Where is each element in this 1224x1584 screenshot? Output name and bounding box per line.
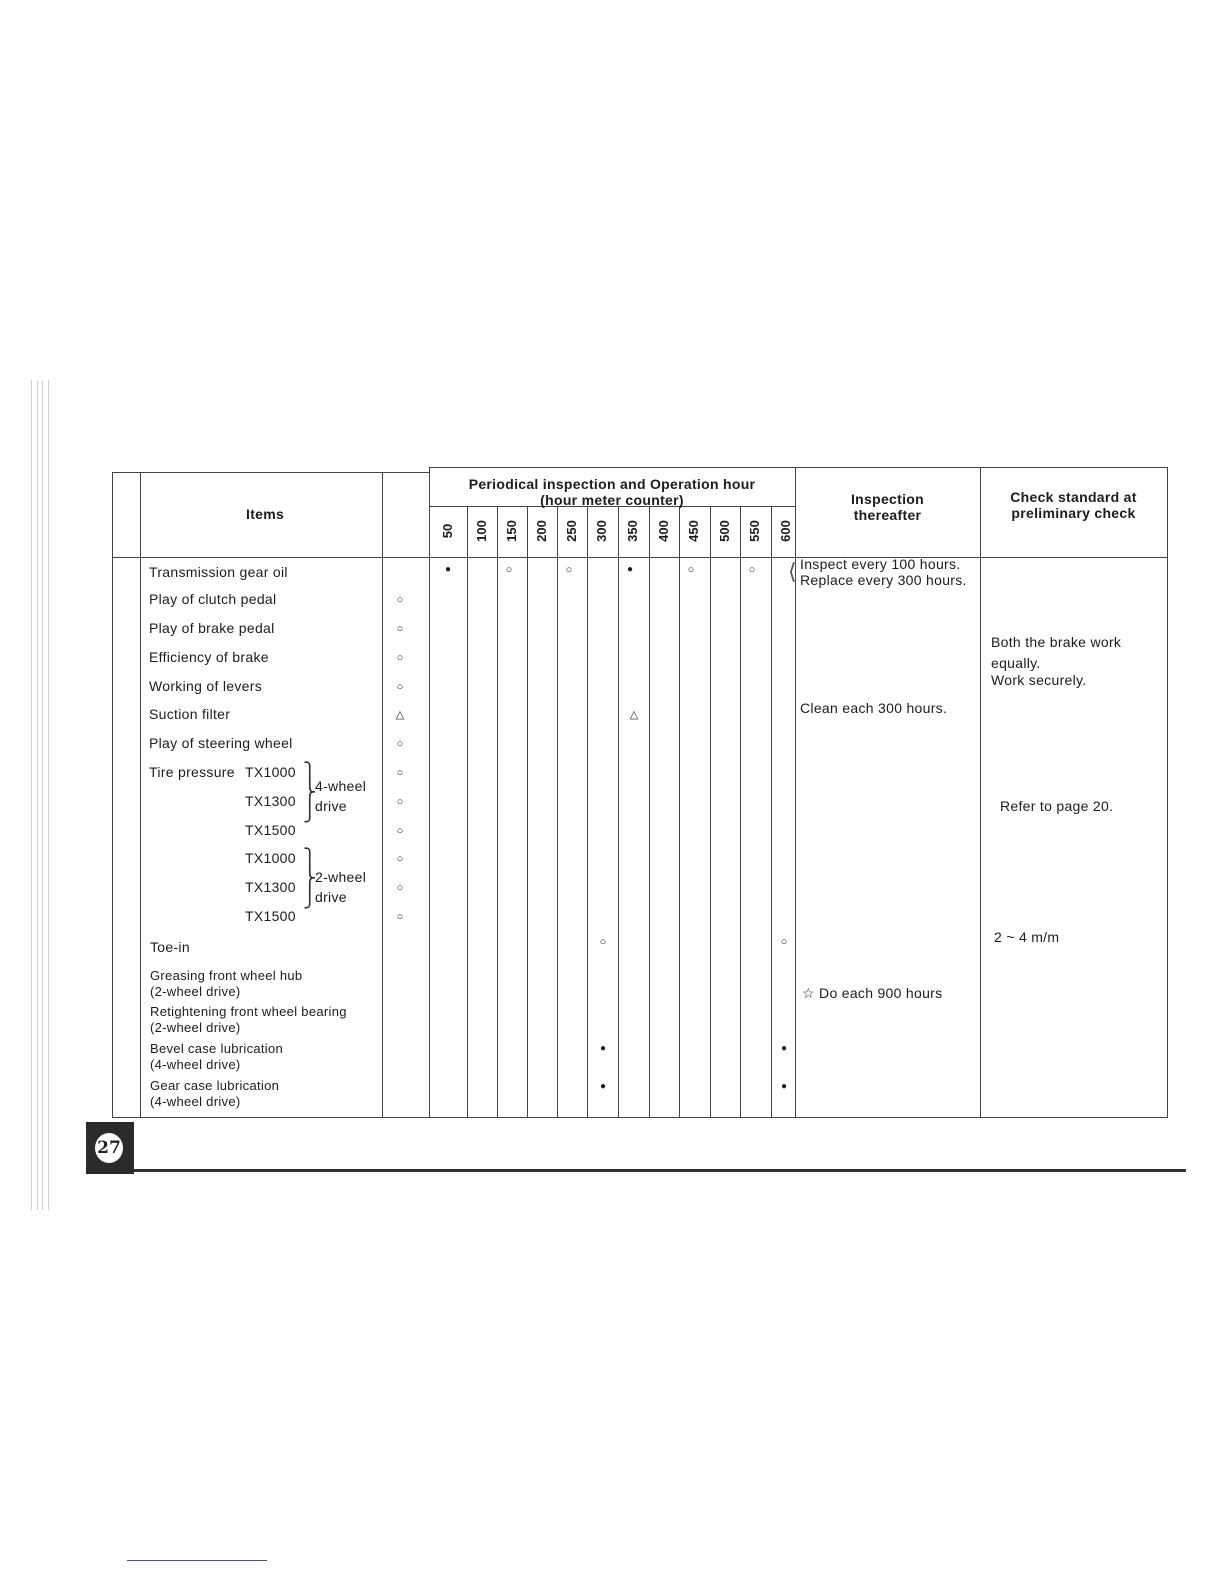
two-wheel-label-1: 2-wheel <box>315 869 367 885</box>
footer-rule <box>134 1169 1186 1172</box>
item-tire-pressure: Tire pressure <box>149 764 235 780</box>
mark-tx1300-4wd-prelim: ○ <box>396 796 404 808</box>
mark-transmission-150: ○ <box>505 564 513 576</box>
mark-tx1300-2wd-prelim: ○ <box>396 882 404 894</box>
inspection-thereafter-header-line2: thereafter <box>853 507 922 523</box>
mark-clutch-prelim: ○ <box>396 594 404 606</box>
std-brake-work-2: equally. <box>991 655 1041 671</box>
mark-suction-prelim: △ <box>395 709 405 721</box>
item-efficiency-of-brake: Efficiency of brake <box>149 649 269 665</box>
std-refer-page-20: Refer to page 20. <box>1000 798 1114 814</box>
mark-tx1500-4wd-prelim: ○ <box>396 825 404 837</box>
hour-50: 50 <box>440 523 455 539</box>
item-gear-case-4wd: (4-wheel drive) <box>150 1094 241 1109</box>
note-inspect-100: Inspect every 100 hours. <box>800 556 961 572</box>
item-gear-case-lubrication: Gear case lubrication <box>150 1078 280 1093</box>
item-retightening-front-wheel-bearing: Retightening front wheel bearing <box>150 1004 347 1019</box>
item-play-of-steering-wheel: Play of steering wheel <box>149 735 293 751</box>
mark-suction-350: △ <box>629 709 639 721</box>
hour-150: 150 <box>504 520 519 542</box>
periodical-header-line2: (hour meter counter) <box>540 492 684 508</box>
model-tx1500-4wd: TX1500 <box>245 822 296 838</box>
note-replace-300: Replace every 300 hours. <box>800 572 967 588</box>
item-play-of-clutch-pedal: Play of clutch pedal <box>149 591 277 607</box>
std-toe-in: 2 ~ 4 m/m <box>994 929 1060 945</box>
std-brake-work-1: Both the brake work <box>991 634 1122 650</box>
mark-tx1000-2wd-prelim: ○ <box>396 853 404 865</box>
mark-transmission-250: ○ <box>565 564 573 576</box>
maintenance-table <box>112 463 1168 1118</box>
item-toe-in: Toe-in <box>150 939 190 955</box>
mark-brake-eff-prelim: ○ <box>396 652 404 664</box>
brace-2wd-group: ⎫ ⎬ ⎭ <box>303 848 317 909</box>
check-standard-header-line1: Check standard at <box>1010 489 1137 505</box>
item-working-of-levers: Working of levers <box>149 678 262 694</box>
hour-350: 350 <box>625 520 640 542</box>
note-brace: ⟨ <box>788 559 797 584</box>
page-number-badge <box>86 1122 134 1174</box>
hour-550: 550 <box>747 520 762 542</box>
model-tx1000-4wd: TX1000 <box>245 764 296 780</box>
model-tx1500-2wd: TX1500 <box>245 908 296 924</box>
scan-edge-artifact <box>28 380 54 1210</box>
page-number: 27 <box>95 1133 123 1163</box>
mark-bevel-600: ● <box>780 1043 788 1054</box>
mark-transmission-350: ● <box>626 564 634 575</box>
mark-bevel-300: ● <box>599 1043 607 1054</box>
item-greasing-front-wheel-hub: Greasing front wheel hub <box>150 968 303 983</box>
hour-450: 450 <box>686 520 701 542</box>
mark-tx1000-4wd-prelim: ○ <box>396 767 404 779</box>
item-suction-filter: Suction filter <box>149 706 231 722</box>
note-clean-300: Clean each 300 hours. <box>800 700 948 716</box>
bottom-rule <box>127 1560 267 1561</box>
periodical-header-line1: Periodical inspection and Operation hour <box>468 476 756 492</box>
mark-levers-prelim: ○ <box>396 681 404 693</box>
mark-steering-prelim: ○ <box>396 738 404 750</box>
mark-transmission-50: ● <box>444 564 452 575</box>
hour-300: 300 <box>594 520 609 542</box>
mark-transmission-550: ○ <box>748 564 756 576</box>
model-tx1300-2wd: TX1300 <box>245 879 296 895</box>
item-bevel-case-lubrication: Bevel case lubrication <box>150 1041 284 1056</box>
hour-100: 100 <box>474 520 489 542</box>
mark-toe-in-600: ○ <box>780 936 788 948</box>
two-wheel-label-2: drive <box>315 889 347 905</box>
item-bevel-4wd: (4-wheel drive) <box>150 1057 241 1072</box>
four-wheel-label-2: drive <box>315 798 347 814</box>
std-work-securely: Work securely. <box>991 672 1087 688</box>
mark-gear-case-600: ● <box>780 1081 788 1092</box>
check-standard-header-line2: preliminary check <box>1011 505 1136 521</box>
hour-250: 250 <box>564 520 579 542</box>
mark-transmission-450: ○ <box>687 564 695 576</box>
hour-200: 200 <box>534 520 549 542</box>
model-tx1000-2wd: TX1000 <box>245 850 296 866</box>
mark-gear-case-300: ● <box>599 1081 607 1092</box>
mark-tx1500-2wd-prelim: ○ <box>396 911 404 923</box>
hour-600: 600 <box>778 520 793 542</box>
mark-brake-pedal-prelim: ○ <box>396 623 404 635</box>
mark-toe-in-300: ○ <box>599 936 607 948</box>
item-greasing-2wd: (2-wheel drive) <box>150 984 241 999</box>
page-footer <box>86 1122 1186 1174</box>
hour-500: 500 <box>717 520 732 542</box>
model-tx1300-4wd: TX1300 <box>245 793 296 809</box>
inspection-thereafter-header-line1: Inspection <box>850 491 924 507</box>
brace-4wd-group: ⎫ ⎬ ⎭ <box>303 762 317 823</box>
note-do-900: ☆ Do each 900 hours <box>802 985 943 1001</box>
item-play-of-brake-pedal: Play of brake pedal <box>149 620 275 636</box>
items-header: Items <box>246 506 285 522</box>
four-wheel-label-1: 4-wheel <box>315 778 367 794</box>
hour-400: 400 <box>656 520 671 542</box>
item-retightening-2wd: (2-wheel drive) <box>150 1020 241 1035</box>
item-transmission-gear-oil: Transmission gear oil <box>149 564 288 580</box>
